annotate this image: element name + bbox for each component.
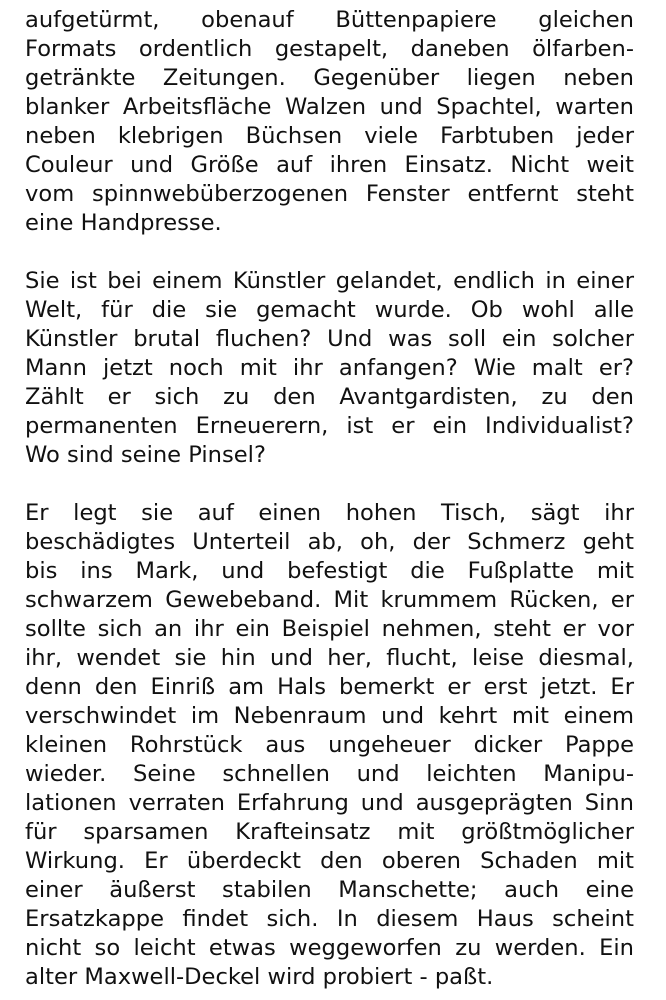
- paragraph-spacer: [25, 470, 634, 499]
- text-line: Wo sind seine Pinsel?: [25, 442, 266, 468]
- text-line: schwarzem Gewebeband. Mit krummem Rücken, er: [25, 587, 634, 613]
- text-line: permanenten Erneuerern, ist er ein Individualist?: [25, 413, 634, 439]
- text-line: Künstler brutal fluchen? Und was soll ein solcher: [25, 326, 634, 352]
- text-line: ihr, wendet sie hin und her, flucht, leise diesmal,: [25, 645, 634, 671]
- text-line: getränkte Zeitungen. Gegenüber liegen neben: [25, 65, 634, 91]
- text-line: verschwindet im Nebenraum und kehrt mit einem: [25, 703, 634, 729]
- text-line: einer äußerst stabilen Manschette; auch eine: [25, 877, 634, 903]
- paragraph: [25, 499, 634, 992]
- text-line: Er legt sie auf einen hohen Tisch, sägt ihr: [25, 500, 634, 526]
- text-line: Wirkung. Er überdeckt den oberen Schaden mit: [25, 848, 634, 874]
- text-line: vom spinnwebüberzogenen Fenster entfernt steht: [25, 181, 634, 207]
- text-line: Couleur und Größe auf ihren Einsatz. Nicht weit: [25, 152, 634, 178]
- text-line: nicht so leicht etwas weggeworfen zu werden. Ein: [25, 935, 634, 961]
- text-line: Ersatzkappe findet sich. In diesem Haus scheint: [25, 906, 634, 932]
- text-line: für sparsamen Krafteinsatz mit größtmöglicher: [25, 819, 634, 845]
- text-line: bis ins Mark, und befestigt die Fußplatte mit: [25, 558, 634, 584]
- paragraph-spacer: [25, 238, 634, 267]
- text-line: Formats ordentlich gestapelt, daneben ölfarben-: [25, 36, 634, 62]
- text-line: alter Maxwell-Deckel wird probiert - paßt.: [25, 964, 494, 990]
- text-line: sollte sich an ihr ein Beispiel nehmen, steht er vor: [25, 616, 634, 642]
- text-line: wieder. Seine schnellen und leichten Manipu-: [25, 761, 634, 787]
- text-line: Zählt er sich zu den Avantgardisten, zu den: [25, 384, 634, 410]
- text-line: lationen verraten Erfahrung und ausgeprägten Sinn: [25, 790, 634, 816]
- text-line: aufgetürmt, obenauf Büttenpapiere gleichen: [25, 7, 634, 33]
- text-line: Welt, für die sie gemacht wurde. Ob wohl alle: [25, 297, 634, 323]
- text-line: beschädigtes Unterteil ab, oh, der Schmerz geht: [25, 529, 634, 555]
- paragraph: [25, 6, 634, 238]
- text-line: kleinen Rohrstück aus ungeheuer dicker Pappe: [25, 732, 634, 758]
- text-line: eine Handpresse.: [25, 210, 222, 236]
- paragraph: [25, 267, 634, 470]
- text-line: neben klebrigen Büchsen viele Farbtuben jeder: [25, 123, 634, 149]
- text-line: Sie ist bei einem Künstler gelandet, endlich in einer: [25, 268, 634, 294]
- text-line: blanker Arbeitsfläche Walzen und Spachtel, warten: [25, 94, 634, 120]
- text-line: Mann jetzt noch mit ihr anfangen? Wie malt er?: [25, 355, 634, 381]
- text-line: denn den Einriß am Hals bemerkt er erst jetzt. Er: [25, 674, 634, 700]
